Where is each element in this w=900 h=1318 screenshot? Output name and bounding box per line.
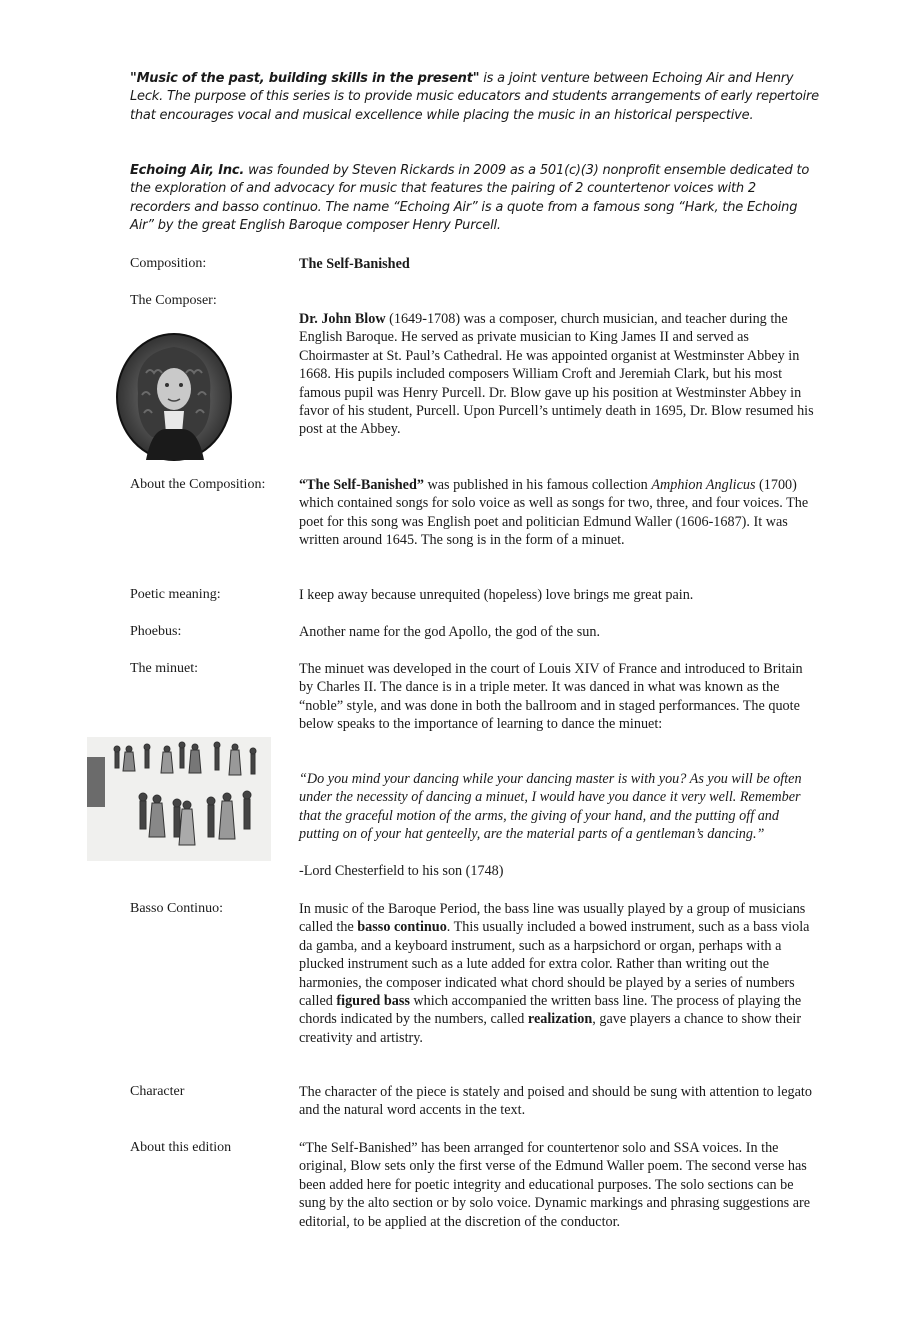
- quote-attribution: -Lord Chesterfield to his son (1748): [299, 863, 504, 879]
- poetic-meaning-label: Poetic meaning:: [130, 587, 221, 602]
- series-title: "Music of the past, building skills in the present": [130, 71, 480, 86]
- basso-text-4: , gave players a chance to show their creativity and artistry.: [299, 1011, 802, 1046]
- intro-text-2: was founded by Steven Rickards in 2009 as a 501(c)(3) nonprofit ensemble dedicated to the exploration of and advocacy for music that features the pairing of 2 countertenor voices with 2 recorders and basso continuo. The name “Echoing Air” is a quote from a famous song “Hark, the Echoing Air” by the great English Baroque composer Henry Purcell.: [130, 163, 810, 234]
- minuet-text: The minuet was developed in the court of Louis XIV of France and introduced to Britain by Charles II. The dance is in a triple meter. It was danced in what was known as the “noble” style, and was done in both the ballroom and in staged performances. The quote below speaks to the importance of learning to dance the minuet:: [299, 661, 803, 733]
- composition-label: Composition:: [130, 256, 207, 271]
- basso-text-2: . This usually included a bowed instrument, such as a bass viola da gamba, and a keyboard instrument, such as a harpsichord or organ, perhaps with a plucked instrument such as a lute added for extra color. Rather than writing out the harmonies, the composer indicated what chord should be played by a series of numbers called: [299, 919, 810, 1010]
- about-composition-title: “The Self-Banished”: [299, 477, 424, 493]
- term-basso-continuo: basso continuo: [357, 919, 447, 936]
- intro-text-1: is a joint venture between Echoing Air and Henry Leck. The purpose of this series is to provide music educators and students arrangements of early repertoire that encourages vocal and musical excellence while placing the music in an historical perspective.: [130, 71, 819, 123]
- about-composition-text: [299, 476, 819, 550]
- term-realization: realization: [527, 1011, 593, 1028]
- basso-continuo-text: [299, 900, 819, 1047]
- about-composition-label: About the Composition:: [130, 477, 266, 492]
- composition-title: [299, 255, 819, 273]
- composer-text: [299, 310, 819, 439]
- about-composition-text-2: (1700) which contained songs for solo voice as well as songs for two, three, and four voices. The poet for this song was English poet and politician Edmund Waller (1606-1687). It was written around 1645. The song is in the form of a minuet.: [299, 477, 809, 549]
- character-text: The character of the piece is stately and poised and should be sung with attention to legato and the natural word accents in the text.: [299, 1084, 812, 1119]
- phoebus-label: Phoebus:: [130, 624, 182, 639]
- minuet-quote: “Do you mind your dancing while your dancing master is with you? As you will be often under the necessity of dancing a minuet, I would have you dance it very well. Remember that the graceful motion of the arms, the giving of your hand, and the putting off and putting on of your hat genteelly, are the material parts of a gentleman’s dancing.”: [299, 771, 802, 843]
- intro-paragraph-1: [130, 70, 820, 125]
- poetic-meaning-text: I keep away because unrequited (hopeless) love brings me great pain.: [299, 587, 694, 603]
- character-label: Character: [130, 1084, 185, 1099]
- basso-continuo-label: Basso Continuo:: [130, 901, 223, 916]
- composer-portrait-image: [116, 333, 232, 461]
- minuet-dance-illustration: [87, 737, 271, 861]
- edition-text: “The Self-Banished” has been arranged for countertenor solo and SSA voices. In the original, Blow sets only the first verse of the Edmund Waller poem. The second verse has been added here for poetic integrity and educational purposes. The solo sections can be sung by the alto section or by solo voice. Dynamic markings and phrasing suggestions are editorial, to be applied at the discretion of the conductor.: [299, 1140, 811, 1230]
- edition-label: About this edition: [130, 1140, 232, 1155]
- intro-paragraph-2: [130, 162, 820, 236]
- phoebus-text: Another name for the god Apollo, the god of the sun.: [299, 624, 601, 640]
- org-name: Echoing Air, Inc.: [130, 163, 245, 178]
- collection-title: Amphion Anglicus: [651, 477, 756, 493]
- about-composition-text-1: was published in his famous collection: [423, 477, 652, 493]
- basso-text-1: In music of the Baroque Period, the bass line was usually played by a group of musicians called the: [299, 901, 806, 936]
- composer-bio: (1649-1708) was a composer, church musician, and teacher during the English Baroque. He served as private musician to King James II and served as Choirmaster at St. Paul’s Cathedral. He was appointed organist at Westminster Abbey in 1668. His pupils included composers William Croft and Jeremiah Clark, but his most famous pupil was Henry Purcell. Dr. Blow gave up his position at Westminster Abbey in favor of his student, Purcell. Upon Purcell’s untimely death in 1695, Dr. Blow resumed his post at the Abbey.: [299, 311, 814, 438]
- composition-title-text: The Self-Banished: [299, 256, 410, 272]
- composer-name: Dr. John Blow: [299, 311, 386, 327]
- composer-label: The Composer:: [130, 293, 217, 308]
- minuet-label: The minuet:: [130, 661, 199, 676]
- basso-text-3: which accompanied the written bass line. The process of playing the chords indicated by the numbers, called: [299, 993, 802, 1028]
- term-figured-bass: figured bass: [336, 993, 410, 1010]
